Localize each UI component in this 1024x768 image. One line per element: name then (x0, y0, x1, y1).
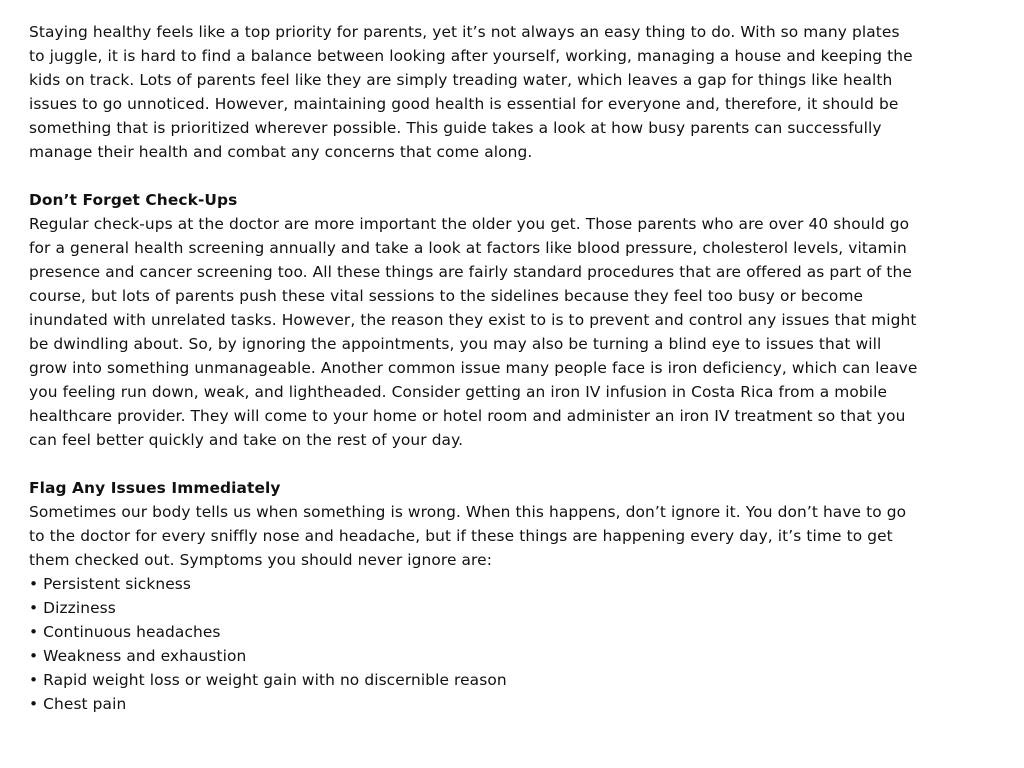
list-item: • Chest pain (29, 695, 127, 713)
article-body (29, 20, 919, 716)
list-item: • Rapid weight loss or weight gain with no discernible reason (29, 671, 507, 689)
section-heading-flag-issues: Flag Any Issues Immediately (29, 479, 281, 497)
paragraph-spacer (29, 452, 919, 476)
list-item: • Weakness and exhaustion (29, 647, 247, 665)
section-body-check-ups: Regular check-ups at the doctor are more important the older you get. Those parents who are over 40 should go for a general health screening annually and take a look at factors like blood pressure, cholesterol levels, vitamin presence and cancer screening too. All these things are fairly standard procedures that are offered as part of the course, but lots of parents push these vital sessions to the sidelines because they feel too busy or become inundated with unrelated tasks. However, the reason they exist to is to prevent and control any issues that might be dwindling about. So, by ignoring the appointments, you may also be turning a blind eye to issues that will grow into something unmanageable. Another common issue many people face is iron deficiency, which can leave you feeling run down, weak, and lightheaded. Consider getting an iron IV infusion in Costa Rica from a mobile healthcare provider. They will come to your home or hotel room and administer an iron IV treatment so that you can feel better quickly and take on the rest of your day. (29, 215, 918, 449)
section-body-flag-issues: Sometimes our body tells us when something is wrong. When this happens, don’t ignore it. You don’t have to go to the doctor for every sniffly nose and headache, but if these things are happening every day, it’s time to get them checked out. Symptoms you should never ignore are: (29, 503, 907, 569)
section-heading-check-ups: Don’t Forget Check-Ups (29, 191, 238, 209)
list-item: • Dizziness (29, 599, 116, 617)
symptoms-list (29, 572, 919, 716)
intro-paragraph: Staying healthy feels like a top priority for parents, yet it’s not always an easy thing to do. With so many plates to juggle, it is hard to find a balance between looking after yourself, working, managing a house and keeping the kids on track. Lots of parents feel like they are simply treading water, which leaves a gap for things like health issues to go unnoticed. However, maintaining good health is essential for everyone and, therefore, it should be something that is prioritized wherever possible. This guide takes a look at how busy parents can successfully manage their health and combat any concerns that come along. (29, 23, 913, 161)
paragraph-spacer (29, 164, 919, 188)
list-item: • Persistent sickness (29, 575, 192, 593)
list-item: • Continuous headaches (29, 623, 221, 641)
